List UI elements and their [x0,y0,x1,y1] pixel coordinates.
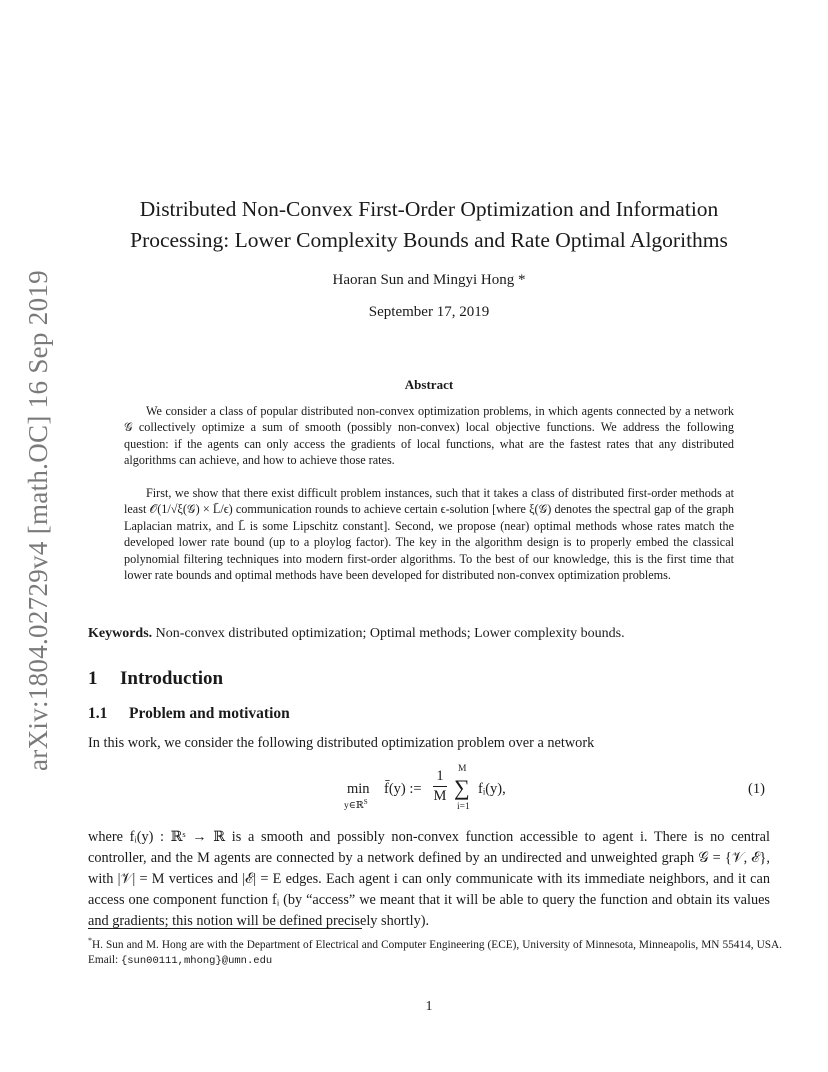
title-line-1: Distributed Non-Convex First-Order Optimization and Information [139,197,719,221]
footnote-marker: * [88,936,92,945]
paper-title [88,194,770,256]
footnote-rule [88,928,362,929]
footnote-text: H. Sun and M. Hong are with the Department of Electrical and Computer Engineering (ECE), University of Minnesota, Minneapolis, MN 55414, USA. Email: [88,938,782,967]
eq-sum-lower: i=1 [457,802,470,812]
intro-sentence: In this work, we consider the following distributed optimization problem over a network [88,735,595,751]
eq-min: min [347,781,370,797]
eq-numerator: 1 [436,768,444,784]
abstract-paragraph-1 [124,403,734,469]
section-title: Introduction [120,668,224,689]
arxiv-identifier [18,268,58,773]
abstract-paragraph-2 [124,485,734,583]
subsection-number: 1.1 [88,705,108,722]
eq-fraction [433,769,447,804]
eq-min-subscript: y∈ℝ$^S$ [344,798,368,812]
abstract-text-2: First, we show that there exist difficult problem instances, such that it takes a class of distributed first-order methods at least 𝒪(1/√ξ(𝒢) × L̄/ϵ) communication rounds to achieve certain ϵ-solution [where ξ(𝒢) denotes the spectral gap of the graph Laplacian matrix, and L̄ is some Lipschitz constant]. Second, we propose (near) optimal methods whose rates match the developed lower rate bound (up to a ploylog factor). The key in the algorithm design is to properly embed the classical polynomial filtering techniques into modern first-order algorithms. To the best of our knowledge, this is the first time that lower rate bounds and optimal methods have been developed for distributed non-convex optimization problems. [124,486,734,583]
section-number: 1 [88,668,98,689]
subsection-title: Problem and motivation [129,705,290,722]
footnote [88,933,782,970]
arxiv-id-text: arXiv:1804.02729v4 [math.OC] 16 Sep 2019 [22,270,53,771]
footnote-email: {sun00111,mhong}@umn.edu [120,955,273,968]
title-line-2: Processing: Lower Complexity Bounds and Rate Optimal Algorithms [130,228,728,252]
date: September 17, 2019 [368,304,490,320]
eq-sum-symbol: ∑ [454,775,470,800]
section-heading [88,668,223,690]
subsection-heading [88,705,290,723]
equation-1 [340,762,540,812]
keywords [88,626,778,642]
keywords-label: Keywords. [88,626,153,641]
page-number: 1 [425,999,433,1014]
body-paragraph-text: where fᵢ(y) : ℝˢ → ℝ is a smooth and possibly non-convex function accessible to agent i. There is no central controller, and the M agents are connected by a network defined by an undirected and unweighted graph 𝒢 = {𝒱, ℰ}, with |𝒱| = M vertices and |ℰ| = E edges. Each agent i can only communicate with its immediate neighbors, and it can access one component function fᵢ (by “access” we meant that it will be able to query the function and obtain its values and gradients; this notion will be defined precisely shortly). [88,829,770,929]
body-paragraph [88,827,770,932]
keywords-text: Non-convex distributed optimization; Optimal methods; Lower complexity bounds. [155,626,625,641]
eq-fraction-bar [433,786,447,787]
eq-lhs: f̄(y) := [384,781,422,797]
eq-sum-upper: M [458,764,467,774]
eq-denominator: M [433,788,447,804]
eq-rhs: fᵢ(y), [478,781,506,797]
abstract-text-1: We consider a class of popular distributed non-convex optimization problems, in which agents connected by a network 𝒢 collectively optimize a sum of smooth (possibly non-convex) local objective functions. We address the following question: if the agents can only access the gradients of local functions, what are the fastest rates that any distributed algorithms can achieve, and how to achieve those rates. [124,404,734,468]
authors: Haoran Sun and Mingyi Hong * [332,272,526,288]
abstract-heading: Abstract [404,377,454,392]
equation-number: (1) [748,781,765,797]
